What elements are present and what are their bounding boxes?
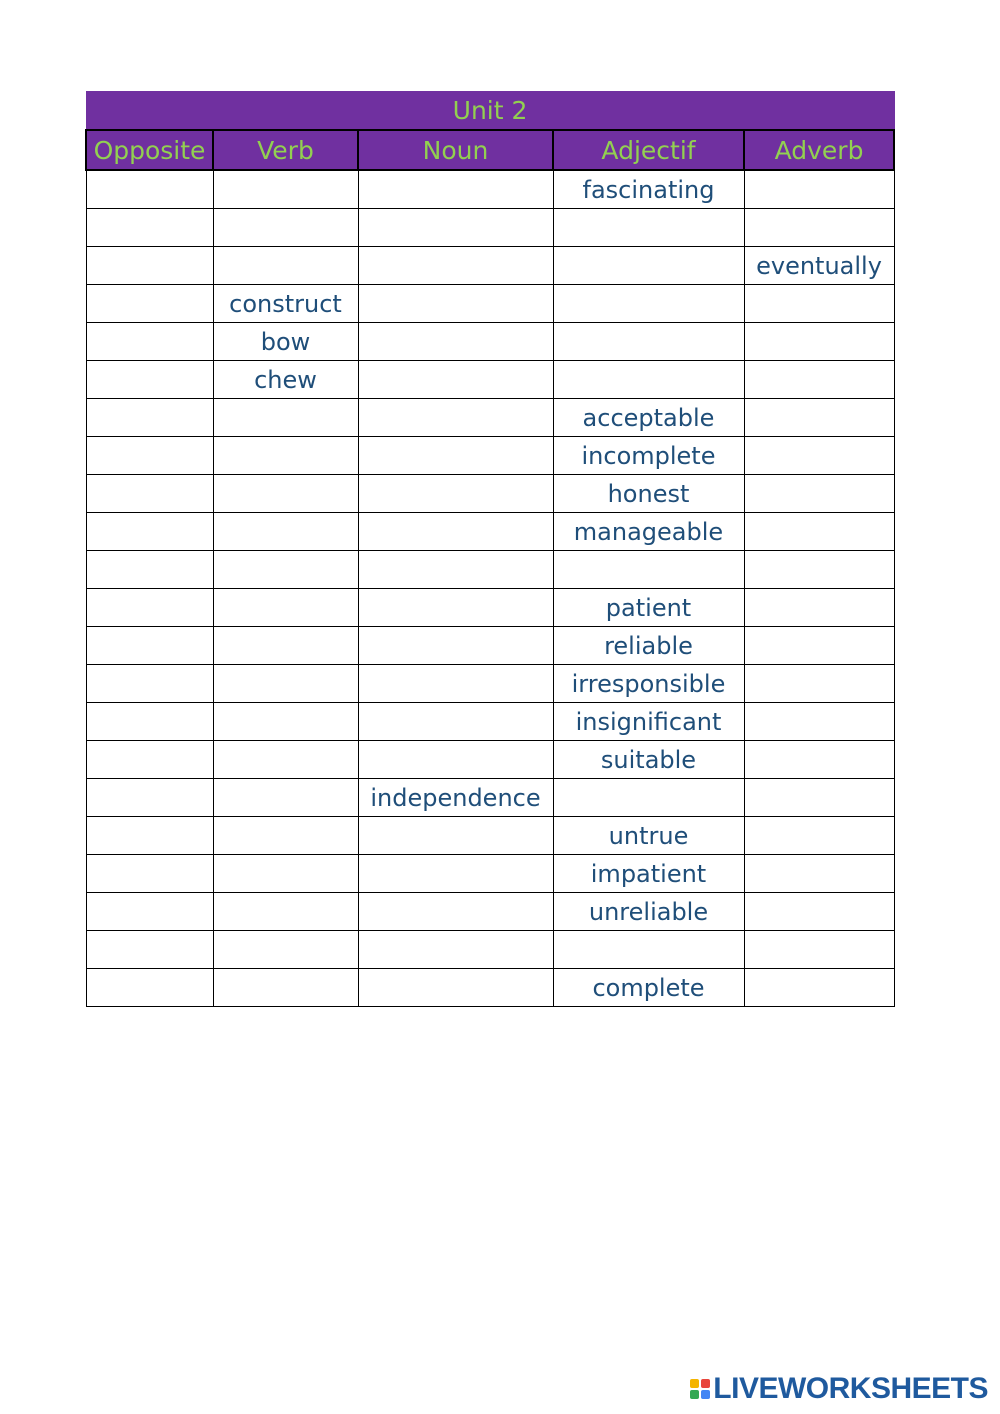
- cell-opposite: [86, 323, 213, 361]
- cell-noun: [358, 817, 553, 855]
- cell-adjectif: [553, 551, 744, 589]
- cell-opposite: [86, 361, 213, 399]
- table-row: [86, 475, 894, 513]
- cell-adjectif: [553, 931, 744, 969]
- table-row: [86, 589, 894, 627]
- cell-adverb: [744, 399, 894, 437]
- table-row: [86, 779, 894, 817]
- cell-adjectif: fascinating: [553, 170, 744, 209]
- cell-noun: [358, 589, 553, 627]
- header-opposite: Opposite: [86, 130, 213, 170]
- cell-opposite: [86, 513, 213, 551]
- cell-opposite: [86, 893, 213, 931]
- table-row: [86, 931, 894, 969]
- cell-verb: [213, 741, 358, 779]
- cell-noun: [358, 437, 553, 475]
- table-row: [86, 209, 894, 247]
- cell-verb: [213, 170, 358, 209]
- cell-adverb: [744, 741, 894, 779]
- table-row: [86, 437, 894, 475]
- cell-verb: bow: [213, 323, 358, 361]
- cell-verb: [213, 627, 358, 665]
- cell-noun: [358, 665, 553, 703]
- logo-text: LIVEWORKSHEETS: [713, 1372, 988, 1405]
- cell-noun: [358, 475, 553, 513]
- cell-adjectif: honest: [553, 475, 744, 513]
- cell-adverb: [744, 703, 894, 741]
- table-row: [86, 551, 894, 589]
- cell-adjectif: complete: [553, 969, 744, 1007]
- cell-verb: [213, 665, 358, 703]
- table-row: [86, 893, 894, 931]
- cell-noun: [358, 855, 553, 893]
- cell-adjectif: irresponsible: [553, 665, 744, 703]
- cell-opposite: [86, 817, 213, 855]
- header-noun: Noun: [358, 130, 553, 170]
- cell-adverb: eventually: [744, 247, 894, 285]
- cell-noun: [358, 170, 553, 209]
- table-row: [86, 855, 894, 893]
- cell-adjectif: [553, 209, 744, 247]
- cell-noun: [358, 969, 553, 1007]
- cell-opposite: [86, 209, 213, 247]
- logo-square-1: [690, 1379, 699, 1388]
- table-row: [86, 627, 894, 665]
- cell-opposite: [86, 703, 213, 741]
- cell-adverb: [744, 931, 894, 969]
- cell-adjectif: [553, 779, 744, 817]
- table-row: [86, 285, 894, 323]
- cell-noun: [358, 285, 553, 323]
- liveworksheets-logo: [690, 1372, 988, 1406]
- cell-adverb: [744, 551, 894, 589]
- cell-verb: [213, 969, 358, 1007]
- cell-adjectif: suitable: [553, 741, 744, 779]
- cell-noun: [358, 209, 553, 247]
- cell-noun: [358, 627, 553, 665]
- header-row: [86, 130, 894, 170]
- cell-opposite: [86, 665, 213, 703]
- cell-noun: [358, 551, 553, 589]
- table-row: [86, 170, 894, 209]
- cell-noun: [358, 931, 553, 969]
- cell-adjectif: manageable: [553, 513, 744, 551]
- vocabulary-table: [85, 91, 895, 1007]
- cell-adverb: [744, 589, 894, 627]
- cell-verb: construct: [213, 285, 358, 323]
- cell-verb: [213, 513, 358, 551]
- cell-adjectif: impatient: [553, 855, 744, 893]
- cell-adverb: [744, 817, 894, 855]
- cell-noun: [358, 703, 553, 741]
- cell-adverb: [744, 323, 894, 361]
- cell-opposite: [86, 779, 213, 817]
- cell-adverb: [744, 361, 894, 399]
- table-row: [86, 513, 894, 551]
- cell-verb: [213, 475, 358, 513]
- cell-adjectif: incomplete: [553, 437, 744, 475]
- cell-adverb: [744, 855, 894, 893]
- cell-opposite: [86, 589, 213, 627]
- cell-noun: [358, 399, 553, 437]
- cell-adverb: [744, 437, 894, 475]
- cell-verb: [213, 855, 358, 893]
- logo-square-4: [701, 1390, 710, 1399]
- cell-adverb: [744, 209, 894, 247]
- cell-opposite: [86, 931, 213, 969]
- table-row: [86, 399, 894, 437]
- header-adjectif: Adjectif: [553, 130, 744, 170]
- cell-verb: [213, 551, 358, 589]
- cell-adjectif: [553, 247, 744, 285]
- cell-adverb: [744, 665, 894, 703]
- cell-verb: [213, 931, 358, 969]
- cell-verb: chew: [213, 361, 358, 399]
- cell-opposite: [86, 475, 213, 513]
- logo-square-2: [701, 1379, 710, 1388]
- cell-opposite: [86, 855, 213, 893]
- cell-adjectif: [553, 361, 744, 399]
- cell-adjectif: acceptable: [553, 399, 744, 437]
- cell-adverb: [744, 475, 894, 513]
- cell-adverb: [744, 170, 894, 209]
- cell-noun: [358, 893, 553, 931]
- table-row: [86, 247, 894, 285]
- table-row: [86, 665, 894, 703]
- cell-verb: [213, 703, 358, 741]
- cell-adjectif: insignificant: [553, 703, 744, 741]
- cell-verb: [213, 817, 358, 855]
- table-title: Unit 2: [86, 91, 894, 130]
- title-row: [86, 91, 894, 130]
- cell-noun: [358, 323, 553, 361]
- cell-adjectif: patient: [553, 589, 744, 627]
- cell-adverb: [744, 513, 894, 551]
- liveworksheets-logo-icon: [690, 1379, 710, 1399]
- cell-verb: [213, 209, 358, 247]
- cell-verb: [213, 247, 358, 285]
- cell-verb: [213, 437, 358, 475]
- cell-verb: [213, 399, 358, 437]
- cell-verb: [213, 893, 358, 931]
- cell-adjectif: unreliable: [553, 893, 744, 931]
- cell-noun: [358, 247, 553, 285]
- cell-adverb: [744, 779, 894, 817]
- cell-opposite: [86, 437, 213, 475]
- cell-opposite: [86, 741, 213, 779]
- cell-adjectif: [553, 285, 744, 323]
- cell-opposite: [86, 969, 213, 1007]
- header-adverb: Adverb: [744, 130, 894, 170]
- cell-adverb: [744, 627, 894, 665]
- table-row: [86, 323, 894, 361]
- header-verb: Verb: [213, 130, 358, 170]
- cell-opposite: [86, 285, 213, 323]
- table-row: [86, 361, 894, 399]
- cell-opposite: [86, 627, 213, 665]
- cell-opposite: [86, 247, 213, 285]
- logo-square-3: [690, 1390, 699, 1399]
- cell-noun: [358, 513, 553, 551]
- cell-noun: [358, 361, 553, 399]
- cell-verb: [213, 589, 358, 627]
- cell-adverb: [744, 285, 894, 323]
- cell-noun: [358, 741, 553, 779]
- cell-adjectif: reliable: [553, 627, 744, 665]
- cell-adverb: [744, 893, 894, 931]
- cell-opposite: [86, 170, 213, 209]
- table-row: [86, 969, 894, 1007]
- table-body: [86, 170, 894, 1007]
- cell-noun: independence: [358, 779, 553, 817]
- cell-verb: [213, 779, 358, 817]
- table-row: [86, 741, 894, 779]
- cell-adjectif: untrue: [553, 817, 744, 855]
- table-row: [86, 703, 894, 741]
- cell-opposite: [86, 399, 213, 437]
- table-row: [86, 817, 894, 855]
- cell-adjectif: [553, 323, 744, 361]
- cell-adverb: [744, 969, 894, 1007]
- cell-opposite: [86, 551, 213, 589]
